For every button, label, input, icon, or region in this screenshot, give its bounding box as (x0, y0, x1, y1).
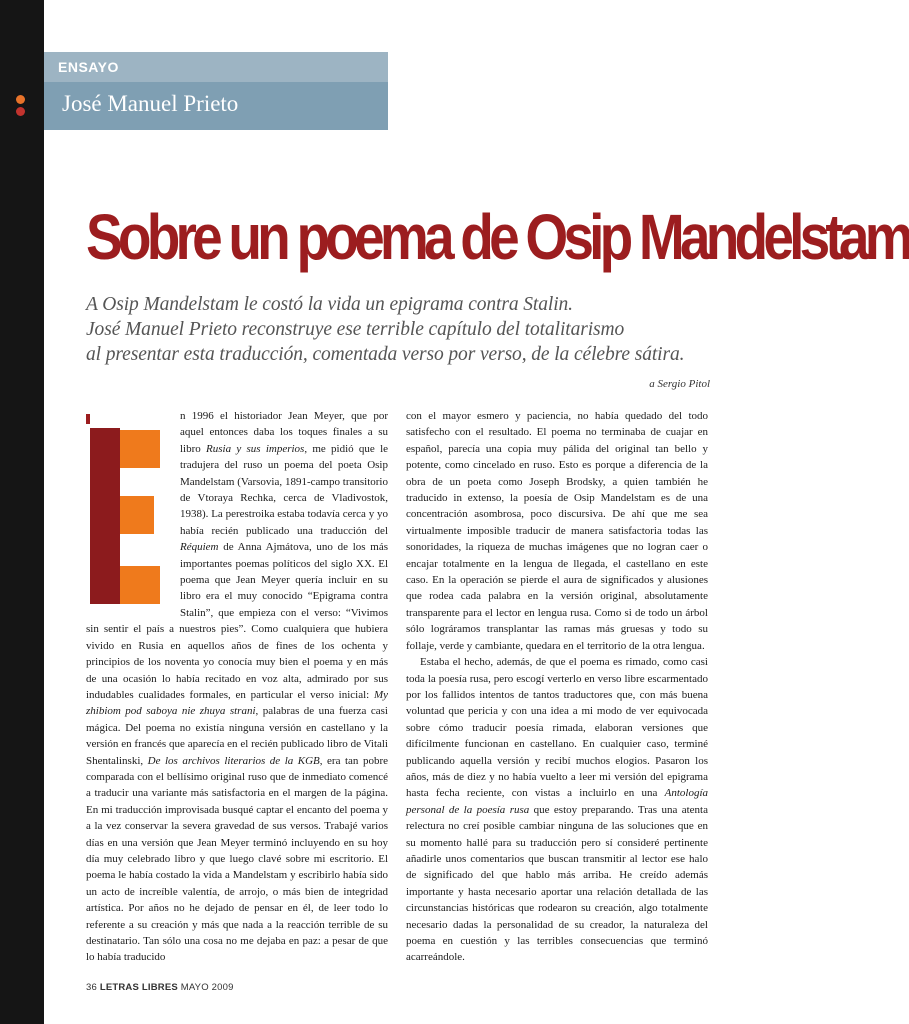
author-name: José Manuel Prieto (62, 91, 239, 116)
book-title: Réquiem (180, 541, 219, 554)
book-title: Rusia y sus imperios (206, 442, 305, 455)
dropcap-marker (86, 414, 90, 424)
issue-date: MAYO 2009 (180, 982, 234, 993)
russian-verse: My zhibiom pod saboya nie zhuya strani (86, 688, 388, 718)
text-run: n 1996 el historiador Jean Meyer, que por aquel entonces daba los toques finales a su libro (180, 410, 388, 455)
red-dot-icon (16, 107, 25, 116)
dropcap-arm-middle (120, 496, 154, 534)
magazine-name: LETRAS LIBRES (99, 982, 178, 993)
body-column-left (86, 408, 388, 966)
book-title: De los archivos literarios de la KGB (147, 754, 320, 767)
dedication: a Sergio Pitol (649, 378, 710, 390)
orange-dot-icon (16, 95, 25, 104)
text-run: Estaba el hecho, además, de que el poema es rimado, como casi toda la poesía rusa, pero escogí verterlo en verso libre escarmentado por los fallidos intentos de tantos traductores que, con más buena voluntad que pericia y con una idea a mi modo de ver equivocada sobre cómo traducir poesía rimada, elaboran versiones que difícilmente funcionan en castellano. En cualquier caso, terminé publicando aquella versión y recibí muchos elogios. Pasaron los años, más de diez y no había vuelto a leer mi versión del epigrama hasta fecha reciente, con vistas a incluirlo en una (406, 656, 708, 800)
dropcap-arm-bottom (120, 566, 160, 604)
section-strip (44, 52, 388, 82)
bullet-dots-icon (16, 95, 26, 117)
section-header (44, 52, 388, 130)
page-number: 36 (86, 982, 97, 993)
page-footer (86, 982, 234, 993)
text-run: , palabras de una fuerza casi mágica. Del poema no existía ninguna versión en castellano y la versión en francés que aparecía en el recién publicado libro de Vitali Shentalinski, (86, 705, 388, 767)
text-run: , me pidió que le tradujera del ruso un poema del poeta Osip Mandelstam (Varsovia, 1891-campo transitorio de Vtoraya Rechka, cerca de Vladivostok, 1938). La perestroika estaba todavía cerca y yo había recién publicado una traducción del (180, 442, 389, 537)
deck-line: al presentar esta traducción, comentada verso por verso, de la célebre sátira. (86, 344, 685, 365)
body-column-right (406, 408, 708, 966)
article-deck (86, 292, 726, 367)
deck-line: José Manuel Prieto reconstruye ese terrible capítulo del totalitarismo (86, 319, 625, 340)
book-title: Antología personal de la poesía rusa (406, 787, 708, 816)
dropcap-letter-e (86, 410, 172, 610)
dropcap-stem (90, 428, 120, 604)
article-title: Sobre un poema de Osip Mandelstam (86, 201, 909, 273)
text-run: que estoy preparando. Tras una atenta relectura no creí posible cambiar ninguna de las soluciones que en su momento hallé para su traducción pero sí consideré pertinente añadirle unos comentarios que buscan transmitir al lector ese halo de significado del que hablo más arriba. He creído además importante y hasta necesario aportar una relación detallada de las circunstancias históricas que rodearon su creación, algo totalmente necesario dadas la personalidad de su creador, la naturaleza del poema en cuestión y las terribles consecuencias que terminó acarreándole. (406, 803, 708, 964)
page-spine-bar (0, 0, 44, 1024)
deck-line: A Osip Mandelstam le costó la vida un epigrama contra Stalin. (86, 294, 573, 315)
dropcap-arm-top (120, 430, 160, 468)
section-label: ENSAYO (58, 59, 119, 75)
text-run: , era tan pobre comparada con el bellísimo original ruso que de inmediato comencé a traducir una variante más satisfactoria en el margen de la página. En mi traducción improvisada busqué captar el encanto del poema y a la vez conservar la severa gravedad de sus versos. Trabajé varios días en una versión que Jean Meyer terminó incluyendo en su hoy día muy celebrado libro y que luego clavé sobre mi escritorio. El poema le había costado la vida a Mandelstam y escribirlo había sido un acto de increíble valentía, de arrojo, o más bien de integridad artística. Por años no he dejado de pensar en él, de leer todo lo referente a su creación y más que nada a la reacción terrible de su destinatario. Tan sólo una cosa no me dejaba en paz: a pesar de que lo había traducido (86, 754, 388, 964)
body-paragraph: con el mayor esmero y paciencia, no había quedado del todo satisfecho con el resultado. El poema no terminaba de cuajar en español, parecía una copia muy pálida del original tan bello y potente, como cincelado en ruso. Esto es porque a diferencia de la obra de un poeta como Joseph Brodsky, a quien también he traducido in extenso, la poesía de Osip Mandelstam es de una concentración asombrosa, poco discursiva. De ahí que me sea virtualmente imposible traducir de manera satisfactoria todas las sonoridades, la riqueza de muchas imágenes que no logran caer o encajar totalmente en la lengua de llegada, el castellano en este caso. En la operación se pierde el aura de significados y alusiones que rodea cada palabra en la versión original, absolutamente transparente para el lector en lengua rusa. Como si de todo un árbol sólo lográramos transplantar las ramas más gruesas y todo su follaje, verde y cambiante, quedara en el territorio de la otra lengua. (406, 410, 708, 652)
body-paragraph (406, 654, 708, 966)
text-run: de Anna Ajmátova, uno de los más importantes poemas políticos del siglo XX. El poema que Jean Meyer quería incluir en su libro era el muy conocido “Epigrama contra Stalin”, que empieza con el verso: “Vivimos sin sentir el país a nuestros pies”. Como cualquiera que hubiera vivido en Rusia en aquellos años de fines de los ochenta y principios de los noventa yo conocía muy bien el poema y en más de una ocasión lo había recitado en voz alta, admirado por sus indudables cualidades formales, en particular el verso inicial: (86, 541, 388, 701)
